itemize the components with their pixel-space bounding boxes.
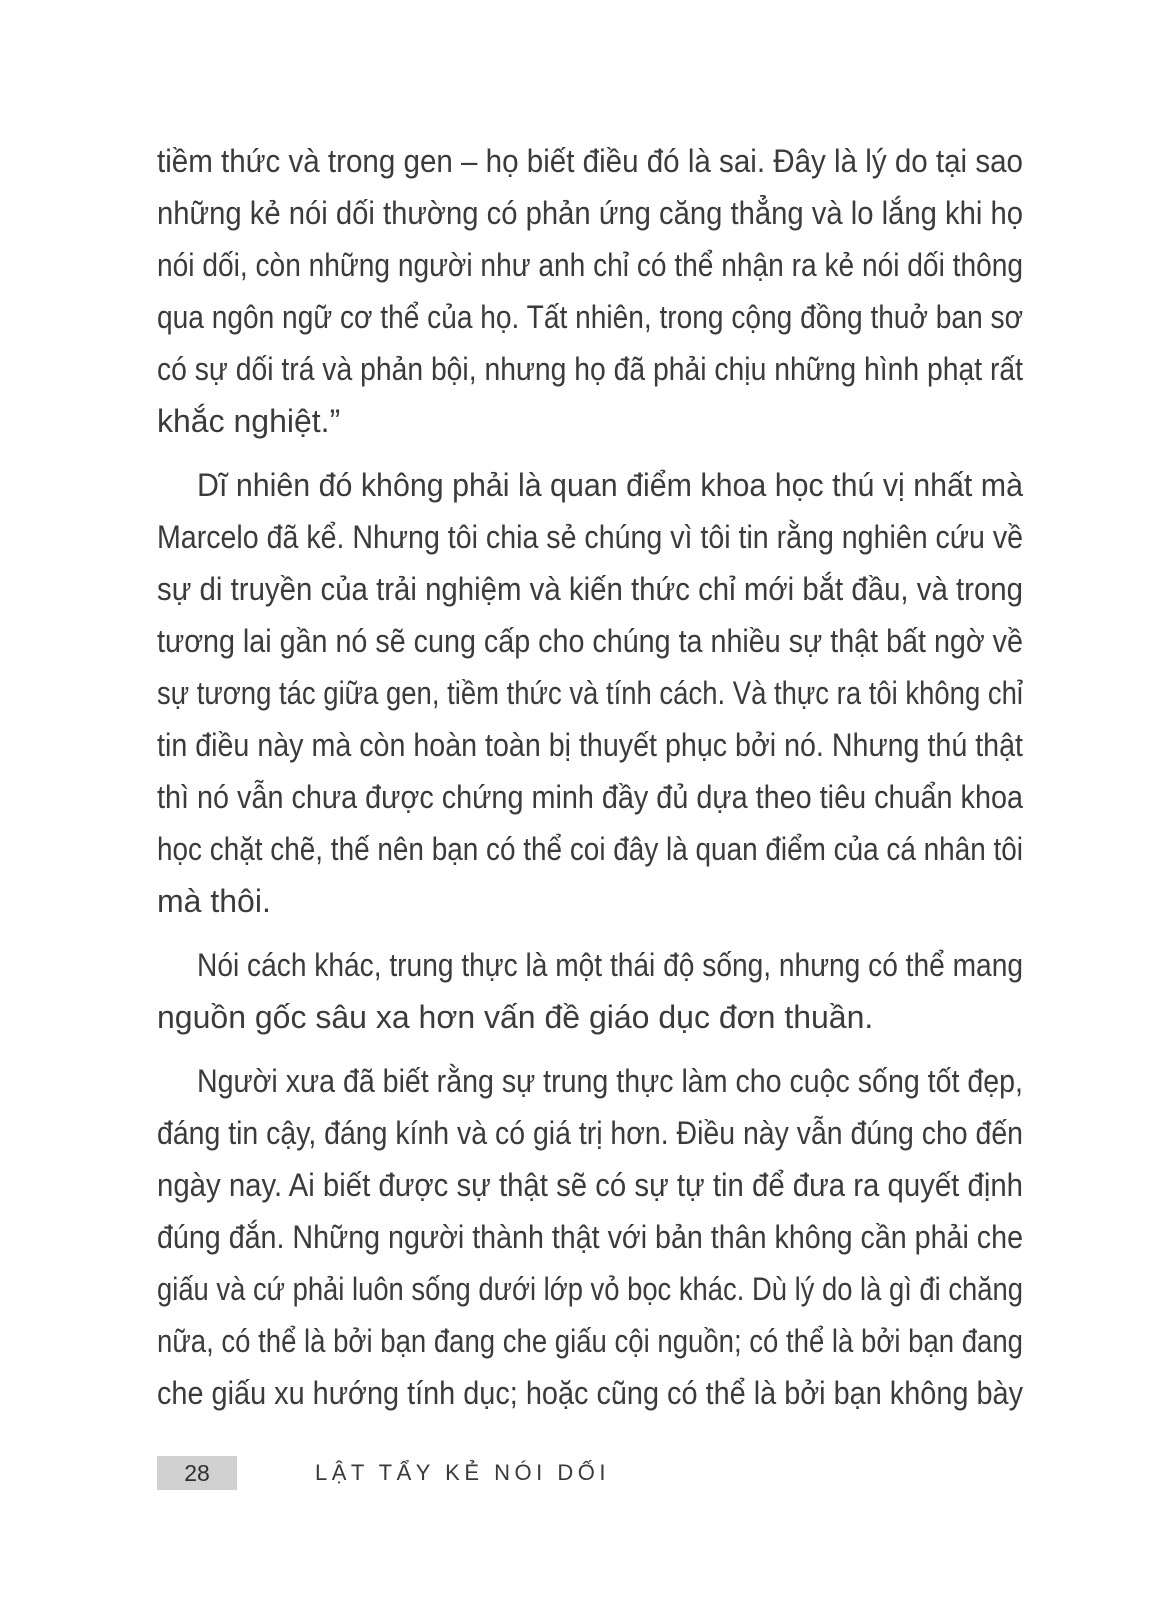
text-line-content: sự di truyền của trải nghiệm và kiến thức chỉ mới bắt đầu, và trong — [157, 571, 1023, 607]
text-line — [157, 1159, 1023, 1211]
paragraph — [157, 459, 1023, 927]
text-line-content: giấu và cứ phải luôn sống dưới lớp vỏ bọc khác. Dù lý do là gì đi chăng — [157, 1271, 1023, 1307]
paragraph — [157, 939, 1023, 1043]
page-number-badge — [157, 1456, 237, 1490]
text-line — [157, 939, 1023, 991]
page-number: 28 — [184, 1459, 210, 1486]
text-line — [157, 291, 1023, 343]
text-line — [157, 343, 1023, 395]
text-line — [157, 239, 1023, 291]
text-line — [157, 395, 1023, 447]
text-line-content: nguồn gốc sâu xa hơn vấn đề giáo dục đơn thuần. — [157, 999, 874, 1035]
page-footer — [157, 1456, 610, 1490]
text-line-content: mà thôi. — [157, 883, 271, 919]
text-line-content: che giấu xu hướng tính dục; hoặc cũng có thể là bởi bạn không bày — [157, 1375, 1023, 1411]
text-line-content: nữa, có thể là bởi bạn đang che giấu cội nguồn; có thể là bởi bạn đang — [157, 1323, 1023, 1359]
paragraph — [157, 135, 1023, 447]
text-line — [157, 1107, 1023, 1159]
text-line-content: khắc nghiệt.” — [157, 403, 341, 439]
text-line — [157, 875, 1023, 927]
text-line — [157, 1055, 1023, 1107]
text-line — [157, 511, 1023, 563]
running-title: LẬT TẨY KẺ NÓI DỐI — [315, 1460, 610, 1485]
text-line-content: sự tương tác giữa gen, tiềm thức và tính cách. Và thực ra tôi không chỉ — [157, 675, 1023, 711]
text-line-content: qua ngôn ngữ cơ thể của họ. Tất nhiên, trong cộng đồng thuở ban sơ — [157, 299, 1023, 335]
text-line-content: có sự dối trá và phản bội, nhưng họ đã phải chịu những hình phạt rất — [157, 351, 1023, 387]
text-line — [157, 187, 1023, 239]
text-line-content: học chặt chẽ, thế nên bạn có thể coi đây là quan điểm của cá nhân tôi — [157, 831, 1023, 867]
body-text — [157, 135, 1023, 1419]
text-line-content: ngày nay. Ai biết được sự thật sẽ có sự tự tin để đưa ra quyết định — [157, 1167, 1023, 1203]
text-line-content: tương lai gần nó sẽ cung cấp cho chúng ta nhiều sự thật bất ngờ về — [157, 623, 1023, 659]
text-line-content: Người xưa đã biết rằng sự trung thực làm cho cuộc sống tốt đẹp, — [197, 1063, 1023, 1099]
paragraph — [157, 1055, 1023, 1419]
text-line-content: tin điều này mà còn hoàn toàn bị thuyết phục bởi nó. Nhưng thú thật — [157, 727, 1023, 763]
text-line — [157, 615, 1023, 667]
text-line — [157, 719, 1023, 771]
text-line — [157, 135, 1023, 187]
text-line-content: Nói cách khác, trung thực là một thái độ sống, nhưng có thể mang — [197, 947, 1023, 983]
text-line-content: thì nó vẫn chưa được chứng minh đầy đủ dựa theo tiêu chuẩn khoa — [157, 779, 1023, 815]
text-line-content: đáng tin cậy, đáng kính và có giá trị hơn. Điều này vẫn đúng cho đến — [157, 1115, 1023, 1151]
text-line-content: tiềm thức và trong gen – họ biết điều đó là sai. Đây là lý do tại sao — [157, 143, 1023, 179]
text-line — [157, 459, 1023, 511]
text-line — [157, 667, 1023, 719]
text-line — [157, 991, 1023, 1043]
text-line — [157, 563, 1023, 615]
text-line-content: đúng đắn. Những người thành thật với bản thân không cần phải che — [157, 1219, 1023, 1255]
text-line — [157, 1315, 1023, 1367]
text-line-content: những kẻ nói dối thường có phản ứng căng thẳng và lo lắng khi họ — [157, 195, 1023, 231]
text-line — [157, 771, 1023, 823]
text-line — [157, 1211, 1023, 1263]
text-line-content: Marcelo đã kể. Nhưng tôi chia sẻ chúng vì tôi tin rằng nghiên cứu về — [157, 519, 1023, 555]
text-line-content: Dĩ nhiên đó không phải là quan điểm khoa học thú vị nhất mà — [197, 467, 1023, 503]
text-line — [157, 1367, 1023, 1419]
text-line — [157, 823, 1023, 875]
text-line-content: nói dối, còn những người như anh chỉ có thể nhận ra kẻ nói dối thông — [157, 247, 1023, 283]
text-line — [157, 1263, 1023, 1315]
